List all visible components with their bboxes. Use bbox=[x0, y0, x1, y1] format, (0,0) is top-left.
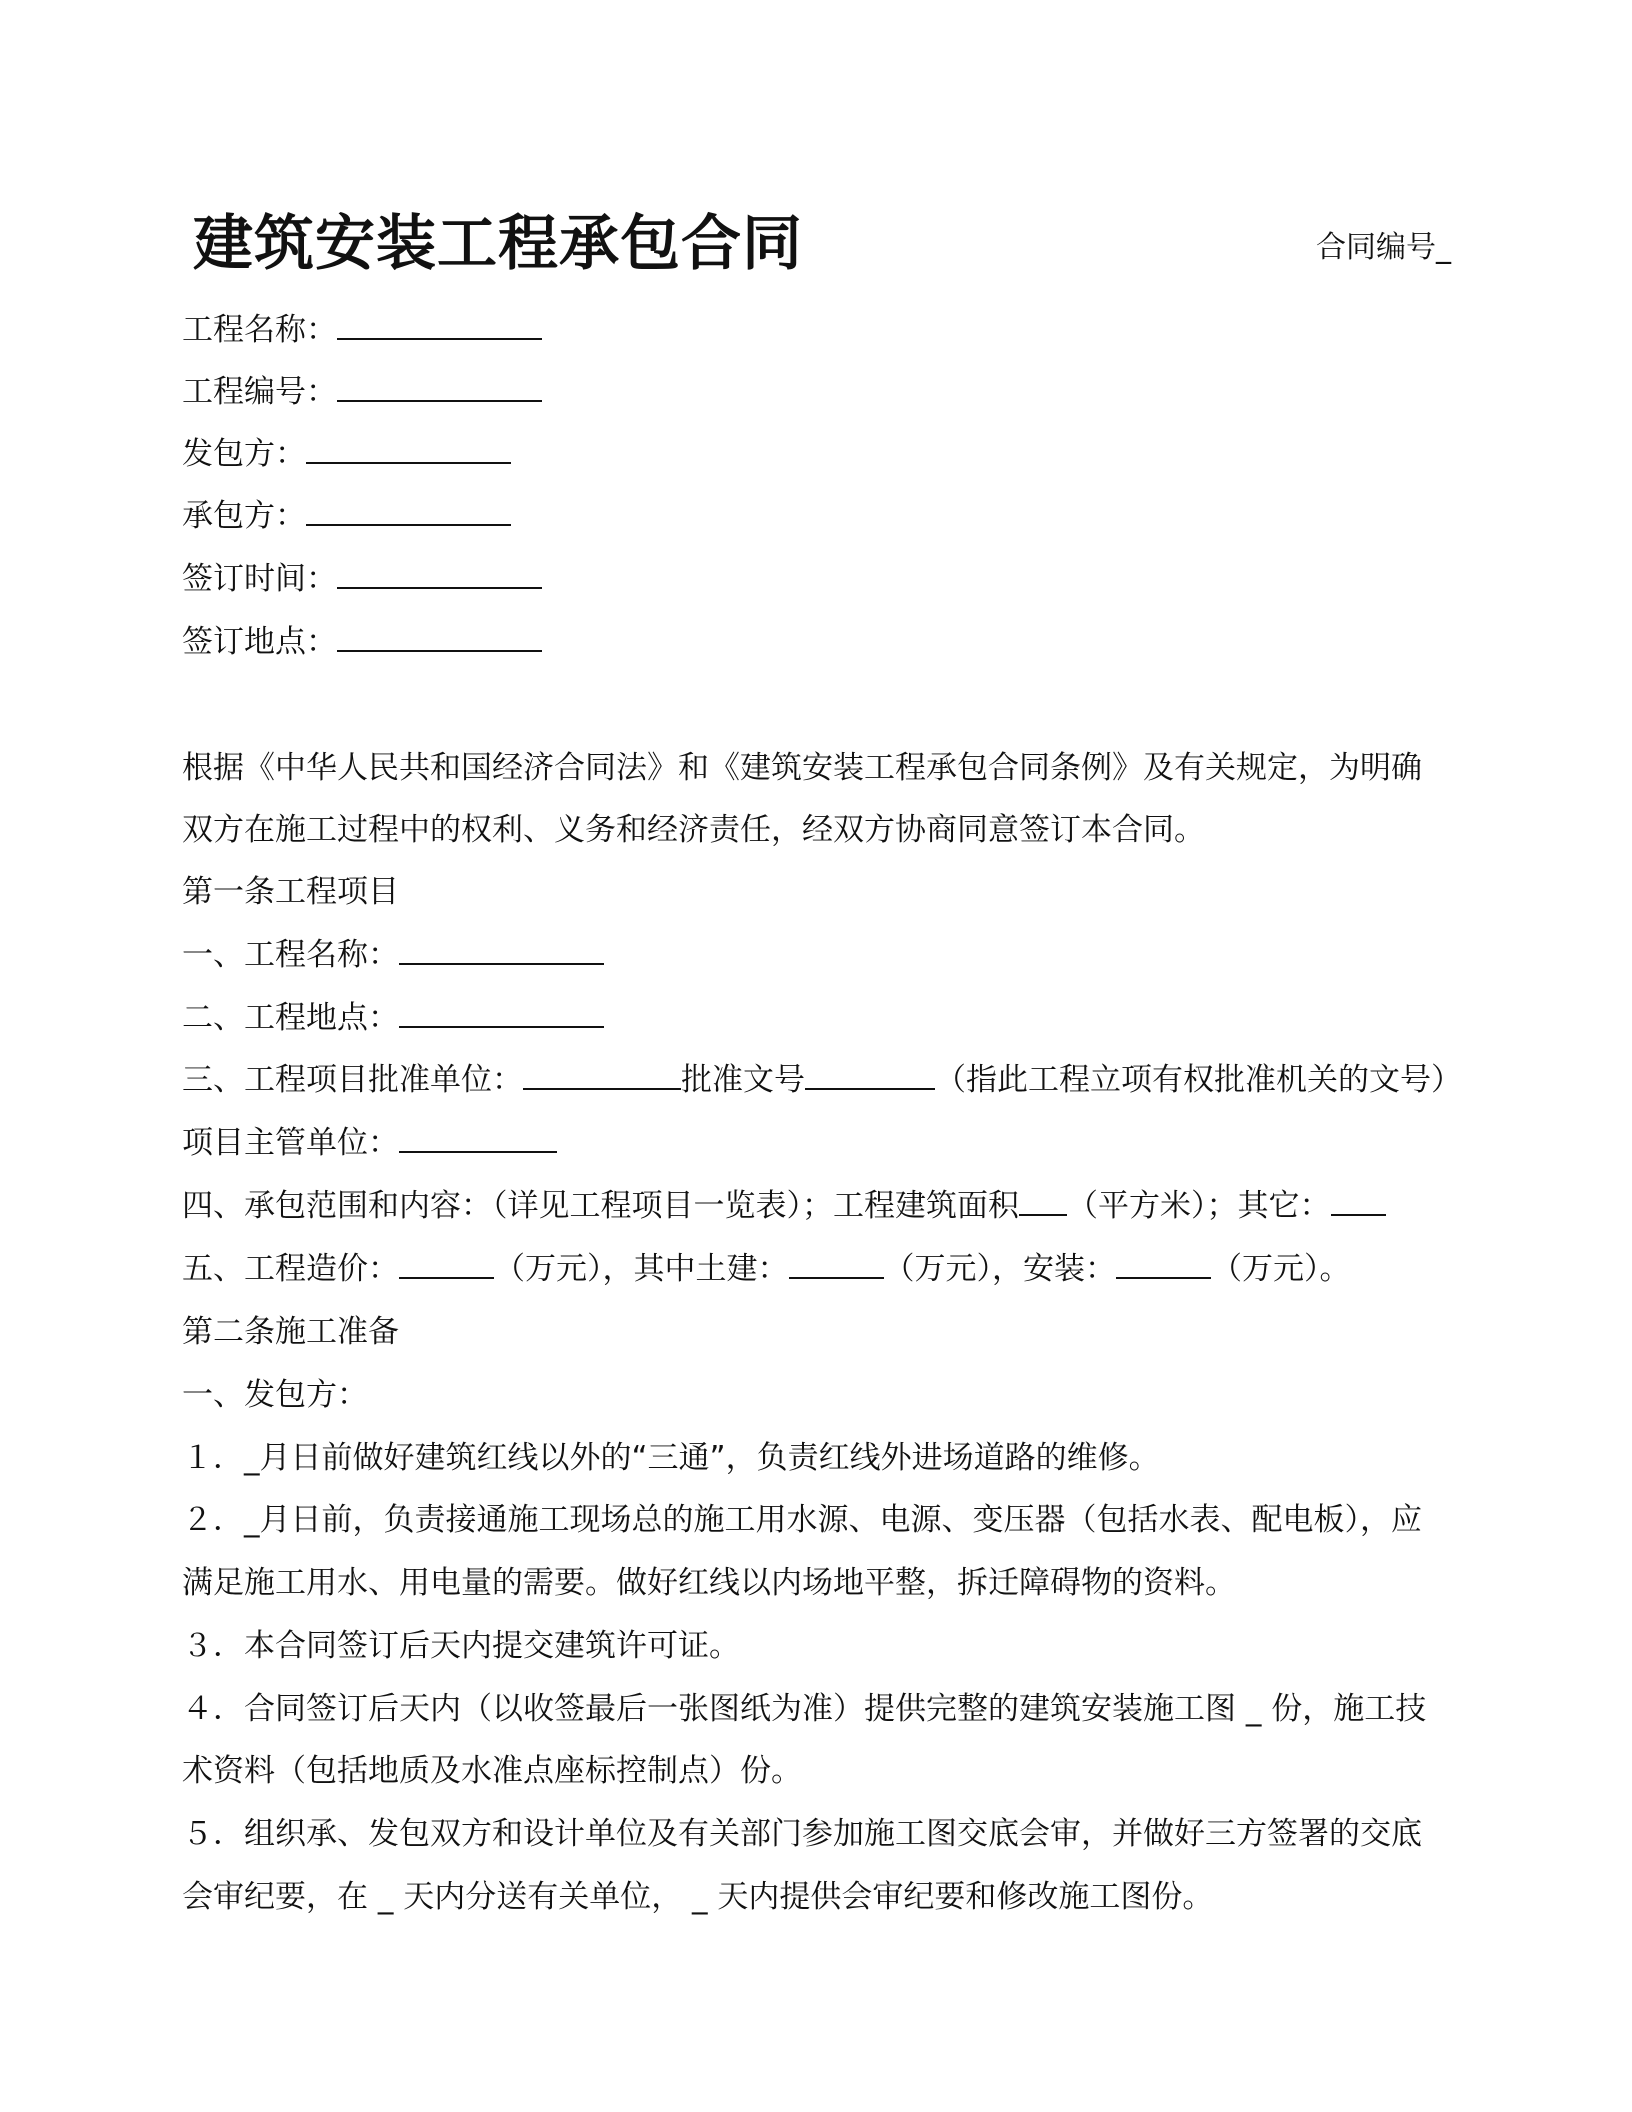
cover-field-sign-date bbox=[182, 557, 542, 601]
fill-blank[interactable] bbox=[337, 624, 542, 652]
item-label: （平方米）；其它： bbox=[1067, 1188, 1331, 1224]
fill-blank[interactable] bbox=[523, 1062, 681, 1090]
item-label: （万元），其中土建： bbox=[494, 1251, 789, 1287]
article-2-para-1: １．_月日前做好建筑红线以外的“三通”，负责红线外进场道路的维修。 bbox=[182, 1440, 1160, 1476]
article-1-item-5 bbox=[182, 1247, 1351, 1291]
fill-blank[interactable] bbox=[306, 436, 511, 464]
field-label: 签订时间： bbox=[182, 561, 337, 597]
article-1-item-2 bbox=[182, 996, 604, 1040]
item-label: （万元），安装： bbox=[883, 1251, 1116, 1287]
article-2-para-3: ３．本合同签订后天内提交建筑许可证。 bbox=[182, 1628, 740, 1664]
article-2-para-5-line-2: 会审纪要，在 _ 天内分送有关单位， _ 天内提供会审纪要和修改施工图份。 bbox=[182, 1879, 1214, 1915]
item-label: 一、工程名称： bbox=[182, 937, 399, 973]
fill-blank[interactable] bbox=[337, 312, 542, 340]
cover-field-project-name bbox=[182, 308, 542, 352]
item-label: 项目主管单位： bbox=[182, 1125, 399, 1161]
fill-blank[interactable] bbox=[399, 1125, 557, 1153]
fill-blank[interactable] bbox=[337, 374, 542, 402]
field-label: 工程编号： bbox=[182, 374, 337, 410]
field-label: 工程名称： bbox=[182, 312, 337, 348]
field-label: 承包方： bbox=[182, 498, 306, 534]
fill-blank[interactable] bbox=[805, 1062, 935, 1090]
article-1-supervisor bbox=[182, 1121, 557, 1165]
cover-field-project-number bbox=[182, 370, 542, 414]
article-2-heading: 第二条施工准备 bbox=[182, 1314, 399, 1350]
cover-field-employer bbox=[182, 432, 511, 476]
article-1-item-1 bbox=[182, 933, 604, 977]
article-2-para-5-line-1: ５．组织承、发包双方和设计单位及有关部门参加施工图交底会审，并做好三方签署的交底 bbox=[182, 1816, 1422, 1852]
item-label: 二、工程地点： bbox=[182, 1000, 399, 1036]
cover-field-sign-place bbox=[182, 620, 542, 664]
fill-blank[interactable] bbox=[399, 937, 604, 965]
article-2-para-2-line-2: 满足施工用水、用电量的需要。做好红线以内场地平整，拆迁障碍物的资料。 bbox=[182, 1565, 1236, 1601]
fill-blank[interactable] bbox=[1331, 1188, 1386, 1216]
article-2-para-4-line-1: ４．合同签订后天内（以收签最后一张图纸为准）提供完整的建筑安装施工图 _ 份，施工技 bbox=[182, 1691, 1427, 1727]
item-label: 批准文号 bbox=[681, 1062, 805, 1098]
article-2-para-2-line-1: ２．_月日前，负责接通施工现场总的施工用水源、电源、变压器（包括水表、配电板），应 bbox=[182, 1502, 1422, 1538]
field-label: 签订地点： bbox=[182, 624, 337, 660]
fill-blank[interactable] bbox=[337, 561, 542, 589]
item-label: （万元）。 bbox=[1211, 1251, 1351, 1287]
item-label: 五、工程造价： bbox=[182, 1251, 399, 1287]
fill-blank[interactable] bbox=[306, 498, 511, 526]
article-2-sub-heading: 一、发包方： bbox=[182, 1377, 368, 1413]
article-2-para-4-line-2: 术资料（包括地质及水准点座标控制点）份。 bbox=[182, 1753, 802, 1789]
fill-blank[interactable] bbox=[1116, 1251, 1211, 1279]
fill-blank[interactable] bbox=[1019, 1188, 1067, 1216]
item-label: 三、工程项目批准单位： bbox=[182, 1062, 523, 1098]
item-note: （指此工程立项有权批准机关的文号） bbox=[935, 1062, 1462, 1098]
document-title: 建筑安装工程承包合同 bbox=[193, 209, 803, 279]
intro-line-2: 双方在施工过程中的权利、义务和经济责任，经双方协商同意签订本合同。 bbox=[182, 812, 1205, 848]
item-label: 四、承包范围和内容：（详见工程项目一览表）；工程建筑面积 bbox=[182, 1188, 1019, 1224]
article-1-item-4 bbox=[182, 1184, 1386, 1228]
field-label: 发包方： bbox=[182, 436, 306, 472]
article-1-item-3 bbox=[182, 1058, 1462, 1102]
contract-number-label: 合同编号_ bbox=[1316, 230, 1451, 265]
fill-blank[interactable] bbox=[789, 1251, 884, 1279]
fill-blank[interactable] bbox=[399, 1251, 494, 1279]
article-1-heading: 第一条工程项目 bbox=[182, 874, 399, 910]
fill-blank[interactable] bbox=[399, 1000, 604, 1028]
cover-field-contractor bbox=[182, 494, 511, 538]
intro-line-1: 根据《中华人民共和国经济合同法》和《建筑安装工程承包合同条例》及有关规定，为明确 bbox=[182, 750, 1422, 786]
